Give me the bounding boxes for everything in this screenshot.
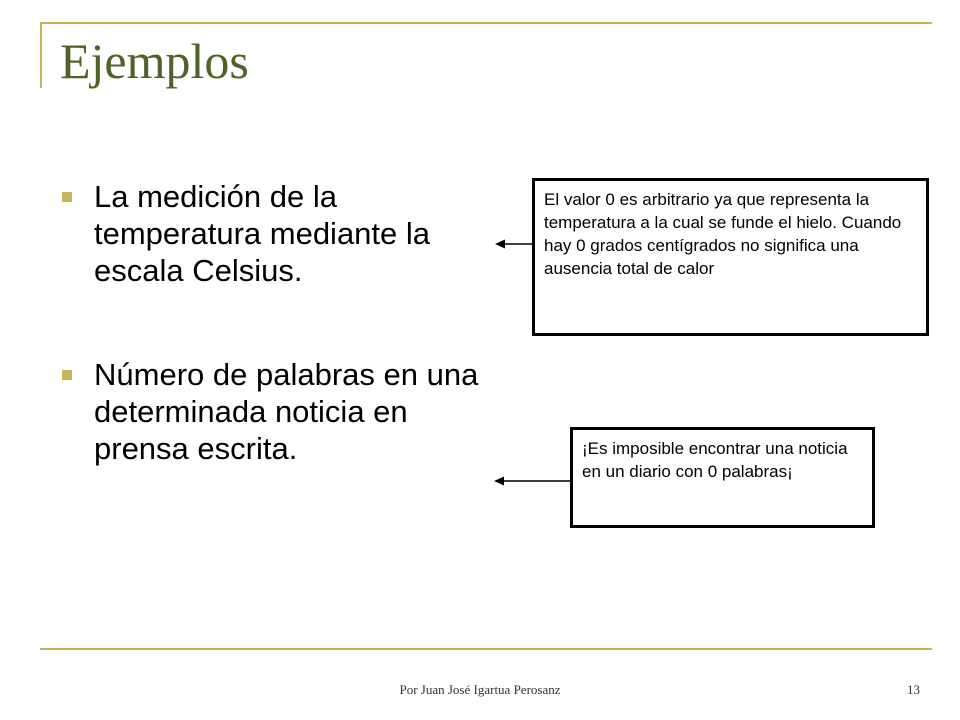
square-bullet-icon	[62, 192, 72, 202]
note-box-celsius: El valor 0 es arbitrario ya que representa la temperatura a la cual se funde el hielo. Cuando hay 0 grados centígrados no significa una ausencia total de calor	[532, 178, 929, 336]
arrow-left-icon	[494, 473, 572, 489]
bullet-list	[60, 178, 500, 467]
page-number: 13	[907, 682, 920, 697]
bottom-rule	[40, 648, 932, 650]
left-rule	[40, 22, 42, 88]
slide-title: Ejemplos	[60, 33, 249, 89]
arrow-left-icon	[495, 236, 535, 252]
footer-author: Por Juan José Igartua Perosanz	[399, 682, 561, 697]
bullet-item-celsius	[60, 178, 500, 289]
note-box-palabras: ¡Es imposible encontrar una noticia en un diario con 0 palabras¡	[570, 427, 875, 528]
top-rule	[40, 22, 932, 24]
bullet-item-palabras	[60, 356, 500, 467]
bullet-text: La medición de la temperatura mediante la escala Celsius.	[94, 179, 431, 288]
bullet-text: Número de palabras en una determinada noticia en prensa escrita.	[94, 357, 479, 466]
square-bullet-icon	[62, 370, 72, 380]
